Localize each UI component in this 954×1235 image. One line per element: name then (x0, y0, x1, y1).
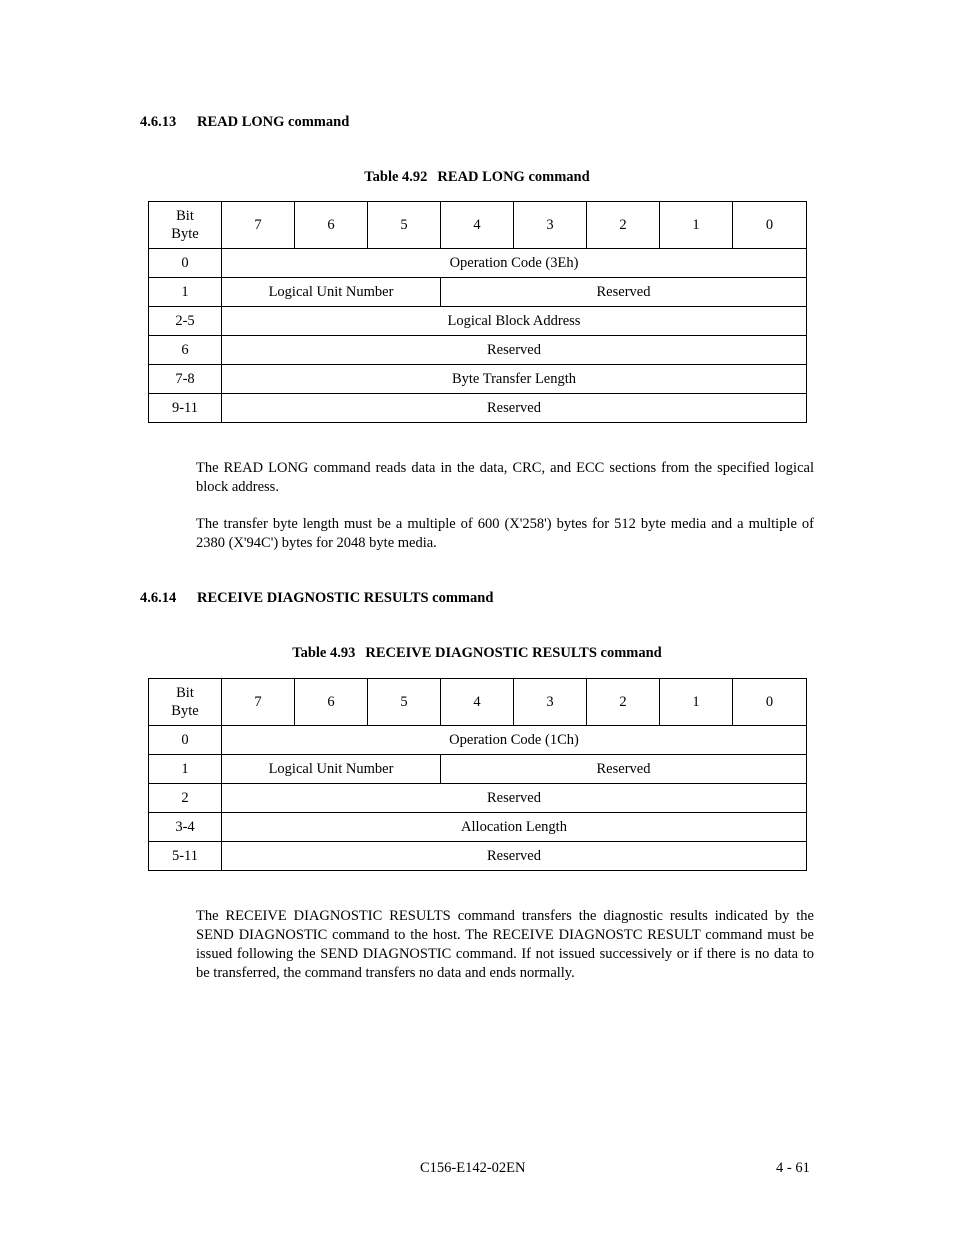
bit-6-header: 6 (295, 679, 368, 726)
bit-5-header: 5 (368, 202, 441, 249)
byte-cell: 6 (149, 336, 222, 365)
body-paragraph: The transfer byte length must be a multiple of 600 (X'258') bytes for 512 byte media and a multiple of 2380 (X'94C') bytes for 2048 byte media. (196, 516, 814, 551)
receive-diagnostic-results-table (148, 678, 807, 871)
footer-page-number: 4 - 61 (776, 1160, 810, 1176)
bit-0-header: 0 (733, 679, 807, 726)
section-title: READ LONG command (197, 114, 350, 130)
table-row (149, 784, 807, 813)
byte-label: Byte (171, 703, 199, 719)
body-paragraph: The READ LONG command reads data in the data, CRC, and ECC sections from the specified logical block address. (196, 460, 814, 495)
table-header-row (149, 202, 807, 249)
table-caption-number: Table 4.93 (292, 645, 356, 661)
table-caption-title: RECEIVE DIAGNOSTIC RESULTS command (365, 645, 662, 661)
bit-0-header: 0 (733, 202, 807, 249)
byte-cell: 3-4 (149, 813, 222, 842)
bit-7-header: 7 (222, 679, 295, 726)
table-row (149, 249, 807, 278)
field-cell: Byte Transfer Length (222, 365, 807, 394)
table-row (149, 394, 807, 423)
field-cell: Logical Unit Number (222, 278, 441, 307)
section-number: 4.6.13 (140, 114, 177, 130)
table-caption-number: Table 4.92 (364, 169, 428, 185)
byte-cell: 2 (149, 784, 222, 813)
bit-7-header: 7 (222, 202, 295, 249)
bit-1-header: 1 (660, 679, 733, 726)
field-cell: Reserved (222, 394, 807, 423)
table-row (149, 726, 807, 755)
footer-doc-id: C156-E142-02EN (420, 1160, 526, 1176)
section-number: 4.6.14 (140, 590, 177, 606)
table-header-row (149, 679, 807, 726)
bit-4-header: 4 (441, 202, 514, 249)
bit-3-header: 3 (514, 202, 587, 249)
field-cell: Reserved (441, 755, 807, 784)
byte-cell: 0 (149, 726, 222, 755)
bit-2-header: 2 (587, 202, 660, 249)
bit-1-header: 1 (660, 202, 733, 249)
section-title: RECEIVE DIAGNOSTIC RESULTS command (197, 590, 494, 606)
section-heading (140, 114, 349, 131)
table-row (149, 813, 807, 842)
bit-byte-header (149, 202, 222, 249)
bit-5-header: 5 (368, 679, 441, 726)
field-cell: Allocation Length (222, 813, 807, 842)
byte-cell: 1 (149, 278, 222, 307)
section-heading (140, 590, 493, 607)
field-cell: Reserved (441, 278, 807, 307)
field-cell: Logical Unit Number (222, 755, 441, 784)
byte-label: Byte (171, 226, 199, 242)
bit-2-header: 2 (587, 679, 660, 726)
table-row (149, 336, 807, 365)
field-cell: Logical Block Address (222, 307, 807, 336)
table-row (149, 842, 807, 871)
bit-label: Bit (176, 685, 194, 701)
field-cell: Reserved (222, 784, 807, 813)
read-long-command-table (148, 201, 807, 423)
field-cell: Reserved (222, 336, 807, 365)
table-row (149, 278, 807, 307)
table-caption (0, 645, 954, 662)
byte-cell: 2-5 (149, 307, 222, 336)
table-row (149, 307, 807, 336)
bit-6-header: 6 (295, 202, 368, 249)
bit-byte-header (149, 679, 222, 726)
table-row (149, 755, 807, 784)
byte-cell: 7-8 (149, 365, 222, 394)
field-cell: Reserved (222, 842, 807, 871)
table-caption-title: READ LONG command (437, 169, 590, 185)
byte-cell: 1 (149, 755, 222, 784)
bit-3-header: 3 (514, 679, 587, 726)
table-caption (0, 169, 954, 186)
bit-4-header: 4 (441, 679, 514, 726)
byte-cell: 0 (149, 249, 222, 278)
field-cell: Operation Code (3Eh) (222, 249, 807, 278)
table-row (149, 365, 807, 394)
body-paragraph: The RECEIVE DIAGNOSTIC RESULTS command transfers the diagnostic results indicated by the SEND DIAGNOSTIC command to the host. The RECEIVE DIAGNOSTC RESULT command must be issued following the SEND DIAGNOSTIC command. If not issued successively or if there is no data to be transferred, the command transfers no data and ends normally. (196, 908, 814, 981)
byte-cell: 5-11 (149, 842, 222, 871)
field-cell: Operation Code (1Ch) (222, 726, 807, 755)
bit-label: Bit (176, 208, 194, 224)
byte-cell: 9-11 (149, 394, 222, 423)
